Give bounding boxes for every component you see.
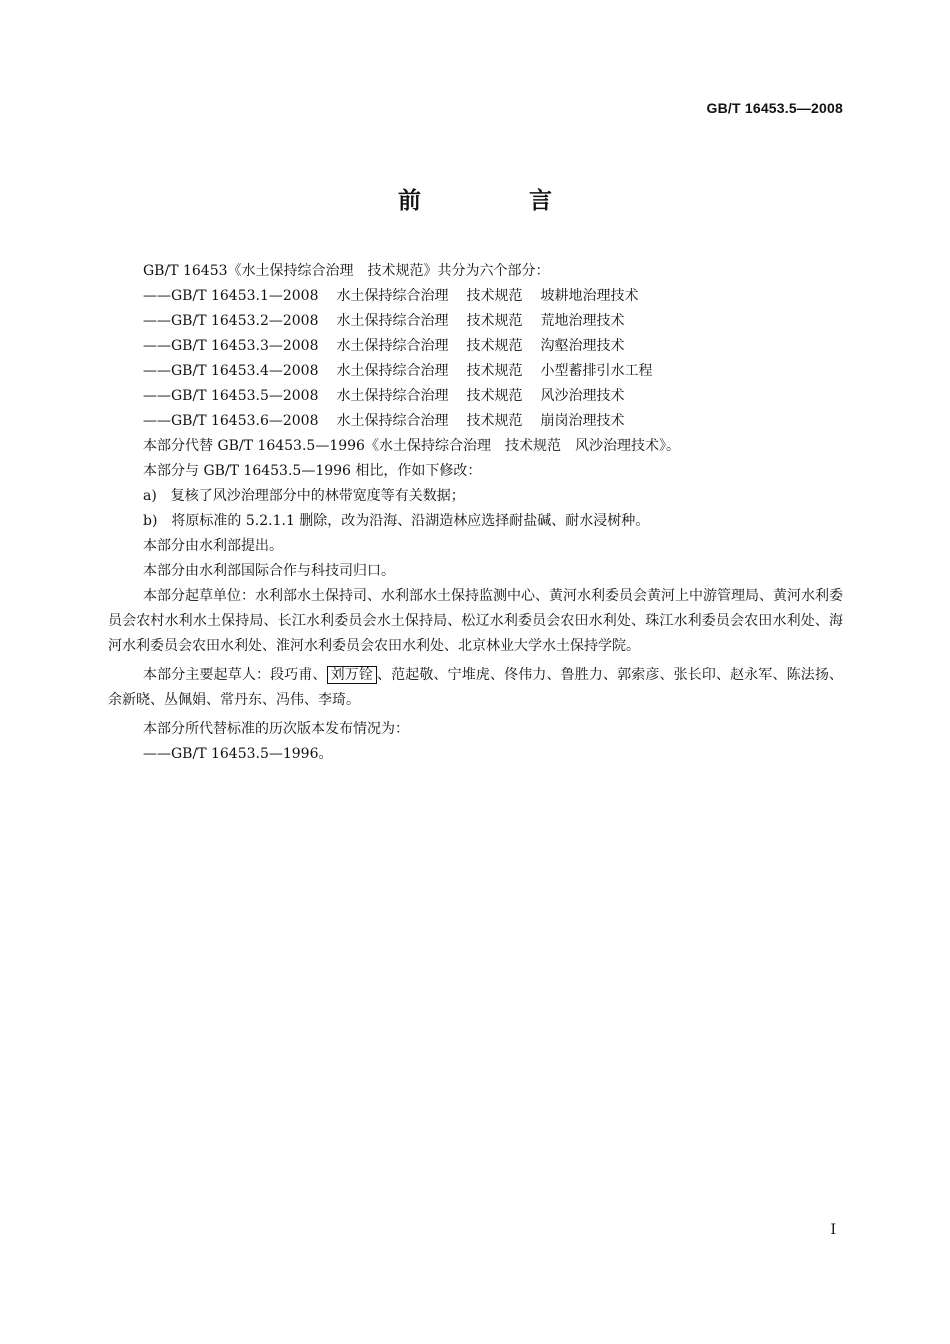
intro-line: GB/T 16453《水土保持综合治理 技术规范》共分为六个部分： [143, 263, 550, 279]
change-item-b: b) 将原标准的 5.2.1.1 删除，改为沿海、沿湖造林应选择耐盐碱、耐水浸树种。 [143, 513, 650, 529]
drafting-units-paragraph: 本部分起草单位：水利部水土保持司、水利部水土保持监测中心、黄河水利委员会黄河上中游管理局、黄河水利委员会农村水利水土保持局、长江水利委员会水土保持局、松辽水利委员会农田水利处、珠江水利委员会农田水利处、海河水利委员会农田水利处、淮河水利委员会农田水利处、北京林业大学水土保持学院。 [108, 588, 843, 654]
page-number: I [830, 1222, 836, 1238]
history-intro-line: 本部分所代替标准的历次版本发布情况为： [143, 721, 409, 737]
foreword-body [108, 259, 843, 767]
header-standard-number: GB/T 16453.5—2008 [706, 100, 843, 116]
part-line-4: ——GB/T 16453.4—2008 水土保持综合治理 技术规范 小型蓄排引水工程 [143, 363, 653, 379]
replaces-line: 本部分代替 GB/T 16453.5—1996《水土保持综合治理 技术规范 风沙治理技术》。 [143, 438, 680, 454]
part-line-5: ——GB/T 16453.5—2008 水土保持综合治理 技术规范 风沙治理技术 [143, 388, 625, 404]
boxed-drafter-name: 刘万铨 [327, 666, 377, 684]
compare-line: 本部分与 GB/T 16453.5—1996 相比，作如下修改： [143, 463, 482, 479]
part-line-3: ——GB/T 16453.3—2008 水土保持综合治理 技术规范 沟壑治理技术 [143, 338, 625, 354]
part-line-2: ——GB/T 16453.2—2008 水土保持综合治理 技术规范 荒地治理技术 [143, 313, 625, 329]
change-item-a: a) 复核了风沙治理部分中的林带宽度等有关数据； [143, 488, 465, 504]
page-title: 前 言 [397, 188, 602, 214]
part-line-1: ——GB/T 16453.1—2008 水土保持综合治理 技术规范 坡耕地治理技术 [143, 288, 639, 304]
history-line: ——GB/T 16453.5—1996。 [143, 746, 333, 762]
proposed-line: 本部分由水利部提出。 [143, 538, 283, 554]
part-line-6: ——GB/T 16453.6—2008 水土保持综合治理 技术规范 崩岗治理技术 [143, 413, 625, 429]
managed-line: 本部分由水利部国际合作与科技司归口。 [143, 563, 395, 579]
drafters-paragraph: 本部分主要起草人：段巧甫、 刘万铨 、范起敬、宁堆虎、佟伟力、鲁胜力、郭索彦、张长印、赵永军、陈法扬、余新晓、丛佩娟、常丹东、冯伟、李琦。 [108, 667, 843, 708]
